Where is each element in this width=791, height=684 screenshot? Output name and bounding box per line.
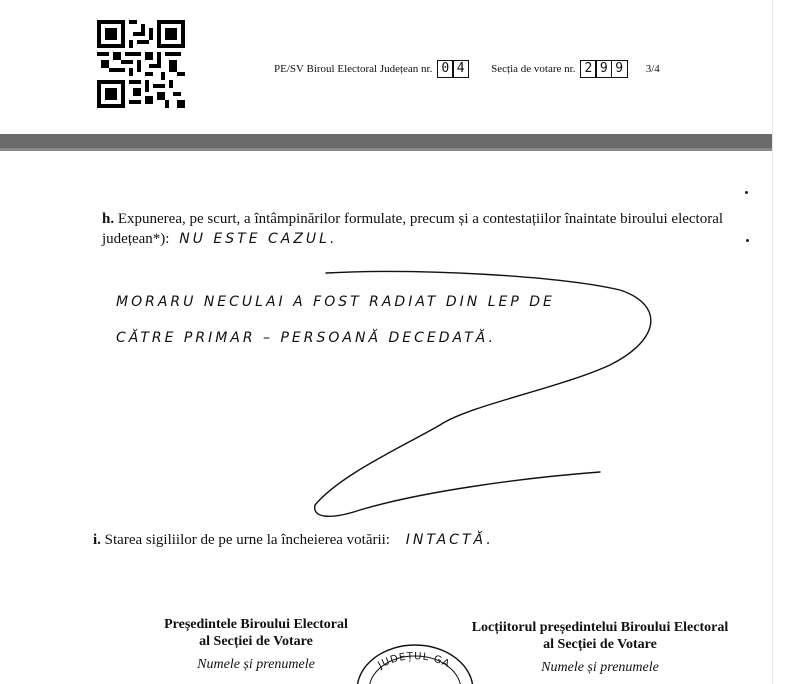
section-h-handwritten-answer: NU ESTE CAZUL. (179, 231, 338, 247)
deputy-title-line2: al Secției de Votare (543, 637, 657, 652)
section-i-handwritten-answer: INTACTĂ. (405, 532, 494, 548)
official-stamp (350, 640, 480, 684)
stamp-text: JUDEȚUL GA (376, 651, 452, 672)
section-label: Secția de votare nr. (491, 63, 576, 75)
section-digit-box: 2 (580, 60, 597, 78)
handwritten-note-line2: CĂTRE PRIMAR – PERSOANĂ DECEDATĂ. (116, 330, 496, 346)
president-title-line1: Președintele Biroului Electoral (164, 617, 348, 632)
page-number: 3/4 (645, 63, 660, 75)
signature-block-deputy (450, 619, 750, 676)
office-digit-box: 0 (437, 60, 454, 78)
section-digit-box: 9 (595, 60, 612, 78)
section-h-text: Expunerea, pe scurt, a întâmpinărilor formulate, precum și a contestațiilor înaintate biroului electoral județean*): (102, 211, 724, 247)
signature-block-president (140, 616, 372, 673)
section-h-letter: h. (102, 211, 115, 227)
handwritten-note-line1: MORARU NECULAI A FOST RADIAT DIN LEP DE (116, 294, 555, 310)
section-i (93, 532, 494, 549)
president-title-line2: al Secției de Votare (199, 634, 313, 649)
svg-text:JUDEȚUL GA (375, 651, 451, 672)
right-margin-strip (772, 0, 791, 684)
deputy-name-caption: Numele și prenumele (541, 660, 659, 675)
section-i-letter: i. (93, 532, 101, 548)
deputy-title-line1: Locțiitorul președintelui Biroului Electoral (471, 620, 729, 635)
president-name-caption: Numele și prenumele (197, 657, 315, 672)
office-label: PE/SV Biroul Electoral Județean nr. (274, 63, 433, 75)
section-i-text: Starea sigiliilor de pe urne la încheierea votării: (104, 532, 390, 548)
office-digit-box: 4 (452, 60, 469, 78)
section-digit-box: 9 (611, 60, 628, 78)
